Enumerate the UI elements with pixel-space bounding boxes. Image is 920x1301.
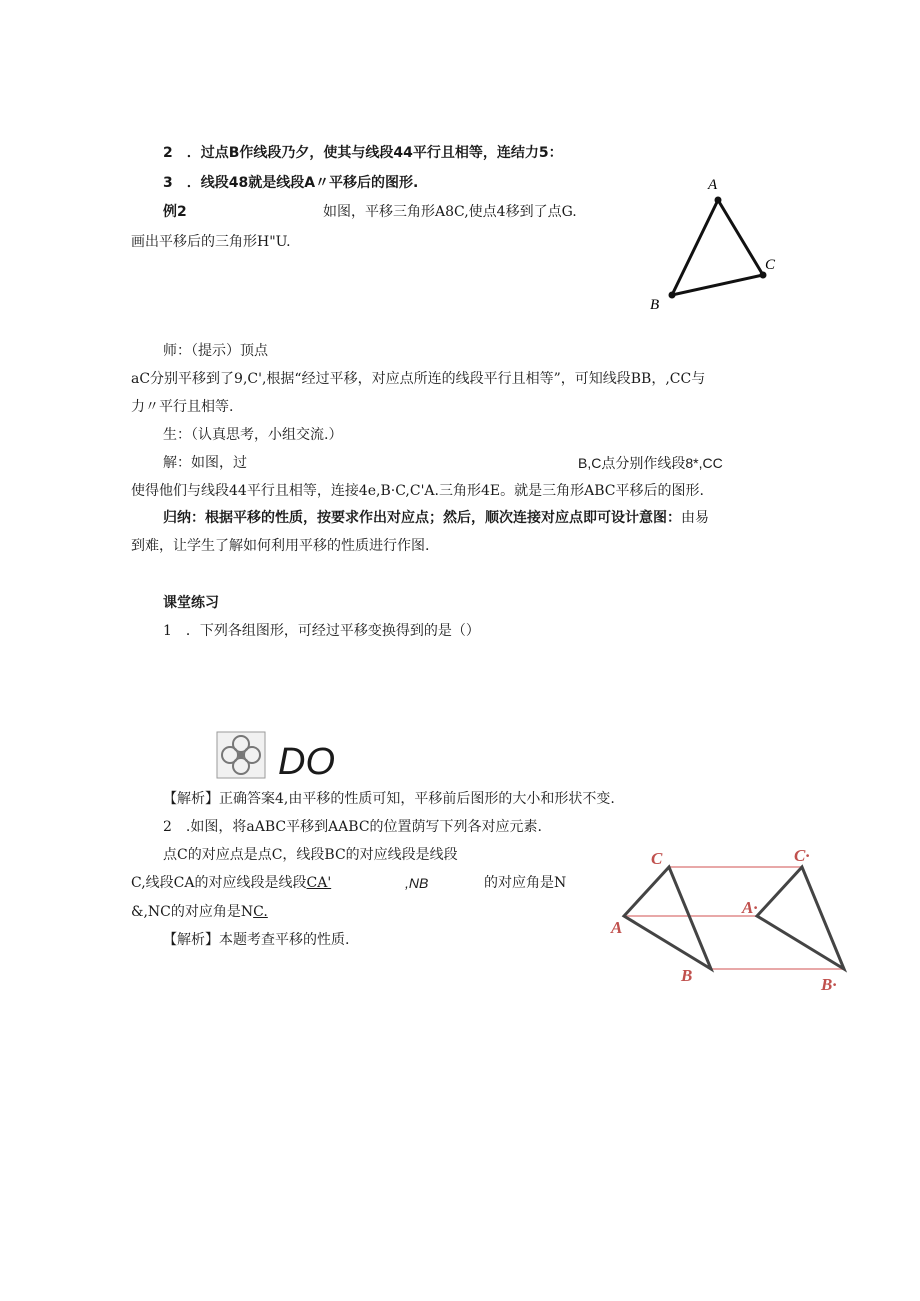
q2-line-2-c: 的对应角是N xyxy=(484,875,567,891)
q2-line-3 xyxy=(131,902,268,922)
example-text-2: 画出平移后的三角形H"U. xyxy=(131,234,291,250)
q2-line-2-b: ,NB xyxy=(405,875,429,891)
summary-line-1 xyxy=(163,508,709,528)
practice-q1: 1 ．下列各组图形，可经过平移变换得到的是（） xyxy=(163,623,480,639)
label-b: B xyxy=(681,966,693,985)
label-b-prime: B· xyxy=(821,975,837,994)
answer-start: 解：如图，过 xyxy=(163,455,247,471)
q2-analysis: 【解析】本题考查平移的性质. xyxy=(163,932,350,948)
triangle-original xyxy=(624,867,711,969)
label-a-prime: A· xyxy=(742,898,758,917)
vertex-b xyxy=(669,292,676,299)
label-c: C xyxy=(765,257,776,273)
translation-figure xyxy=(605,840,855,1000)
triangle-abc xyxy=(672,200,763,295)
practice-heading: 课堂练习 xyxy=(163,595,219,611)
q2-line-1: 点C的对应点是点C，线段BC的对应线段是线段 xyxy=(163,847,458,863)
label-a: A xyxy=(611,918,623,937)
summary-rest: 由易 xyxy=(681,510,709,526)
example-text: 如图，平移三角形A8C,使点4移到了点G. xyxy=(323,204,577,220)
answer-cont: 使得他们与线段44平行且相等，连接4e,B·C,C'A.三角形4E。就是三角形ABC平移后的图形. xyxy=(131,483,704,499)
triangle-figure xyxy=(640,172,790,322)
q2-line-3-a: &,NC的对应角是N xyxy=(131,904,254,920)
example-label: 例2 xyxy=(163,204,187,220)
q2-answer-c: C. xyxy=(253,904,268,920)
label-b: B xyxy=(650,297,660,313)
q1-analysis: 【解析】正确答案4,由平移的性质可知，平移前后图形的大小和形状不变. xyxy=(163,791,615,807)
label-c-prime: C· xyxy=(794,846,810,865)
summary-bold: 归纳：根据平移的性质，按要求作出对应点；然后，顺次连接对应点即可设计意图： xyxy=(163,510,681,526)
vertex-a xyxy=(715,197,722,204)
teacher-hint: 师：（提示）顶点 xyxy=(163,343,268,359)
q2-answer-ca: CA' xyxy=(306,875,332,891)
q2-line-2 xyxy=(131,873,331,893)
step-3: 3 ．线段48就是线段A〃平移后的图形. xyxy=(163,175,419,191)
q2-line-2-a: C,线段CA的对应线段是线段 xyxy=(131,875,307,891)
knot-pattern-icon xyxy=(216,731,266,779)
teacher-hint-2: aC分别平移到了9,C',根据“经过平移，对应点所连的线段平行且相等”，可知线段BB，,CC与 xyxy=(131,371,706,387)
summary-line-2: 到难，让学生了解如何利用平移的性质进行作图. xyxy=(131,538,430,554)
label-a: A xyxy=(708,177,718,193)
step-2: 2 ．过点B作线段乃夕，使其与线段44平行且相等，连结力5： xyxy=(163,145,563,161)
triangle-translated xyxy=(757,867,844,969)
q1-shape-letters: DO xyxy=(278,741,335,783)
student-response: 生：（认真思考，小组交流.） xyxy=(163,427,343,443)
teacher-hint-3: 力〃平行且相等. xyxy=(131,399,234,415)
answer-start-2: B,C点分别作线段8*,CC xyxy=(578,455,723,471)
label-c: C xyxy=(651,849,663,868)
practice-q2: 2 .如图，将aABC平移到AABC的位置荫写下列各对应元素. xyxy=(163,819,543,835)
